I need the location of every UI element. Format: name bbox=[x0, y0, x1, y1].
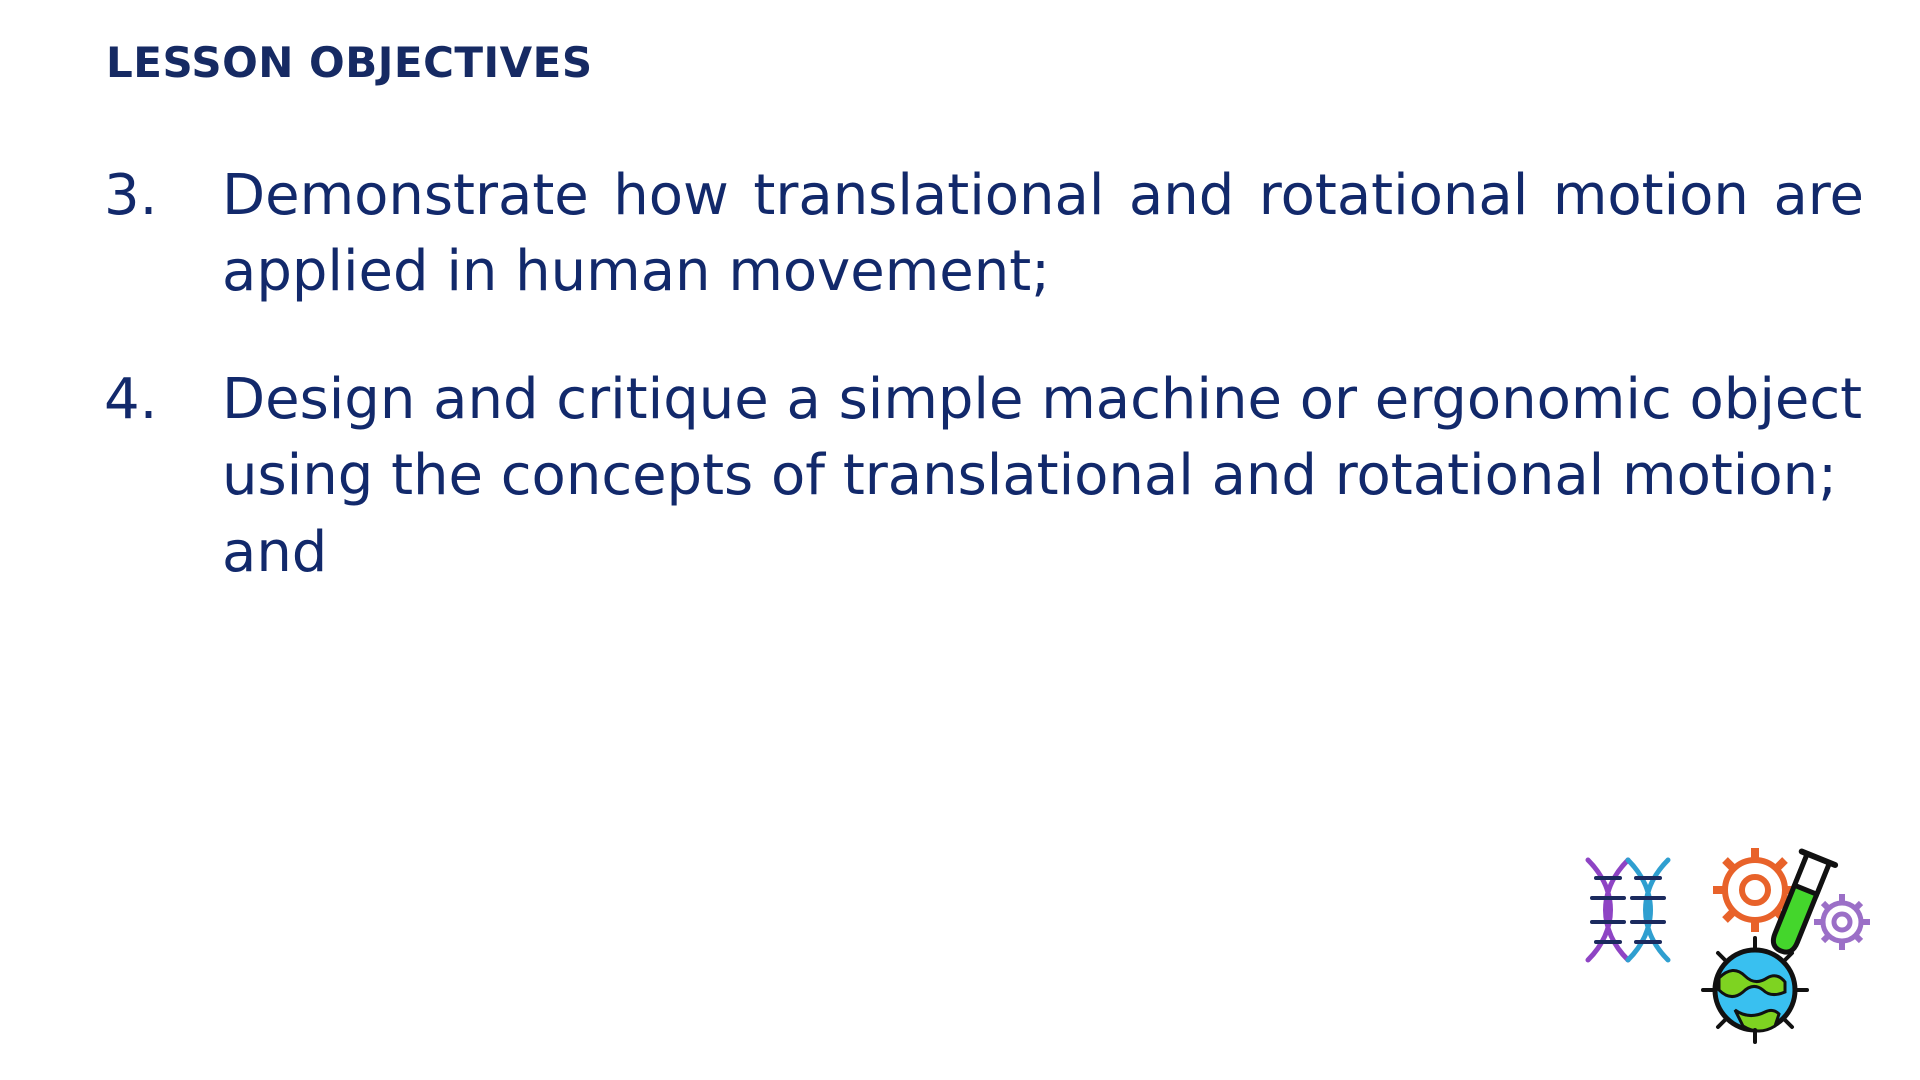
test-tube-icon bbox=[1764, 851, 1835, 957]
gear-icon-small bbox=[1814, 894, 1870, 950]
list-item-text: Design and critique a simple machine or ergonomic object using the concepts of translational and rotational motion; and bbox=[222, 367, 1863, 585]
list-item-text: Demonstrate how translational and rotational motion are applied in human movement; bbox=[222, 163, 1864, 305]
page-title: LESSON OBJECTIVES bbox=[106, 38, 593, 87]
science-icons-cluster bbox=[1570, 830, 1890, 1070]
list-item bbox=[104, 158, 1864, 310]
gear-icon bbox=[1713, 848, 1797, 932]
list-item bbox=[104, 362, 1864, 590]
objectives-list bbox=[104, 158, 1864, 643]
dna-helix-icon bbox=[1588, 860, 1668, 960]
list-item-number: 4. bbox=[104, 367, 158, 433]
list-item-number: 3. bbox=[104, 163, 158, 228]
globe-icon bbox=[1703, 938, 1807, 1042]
